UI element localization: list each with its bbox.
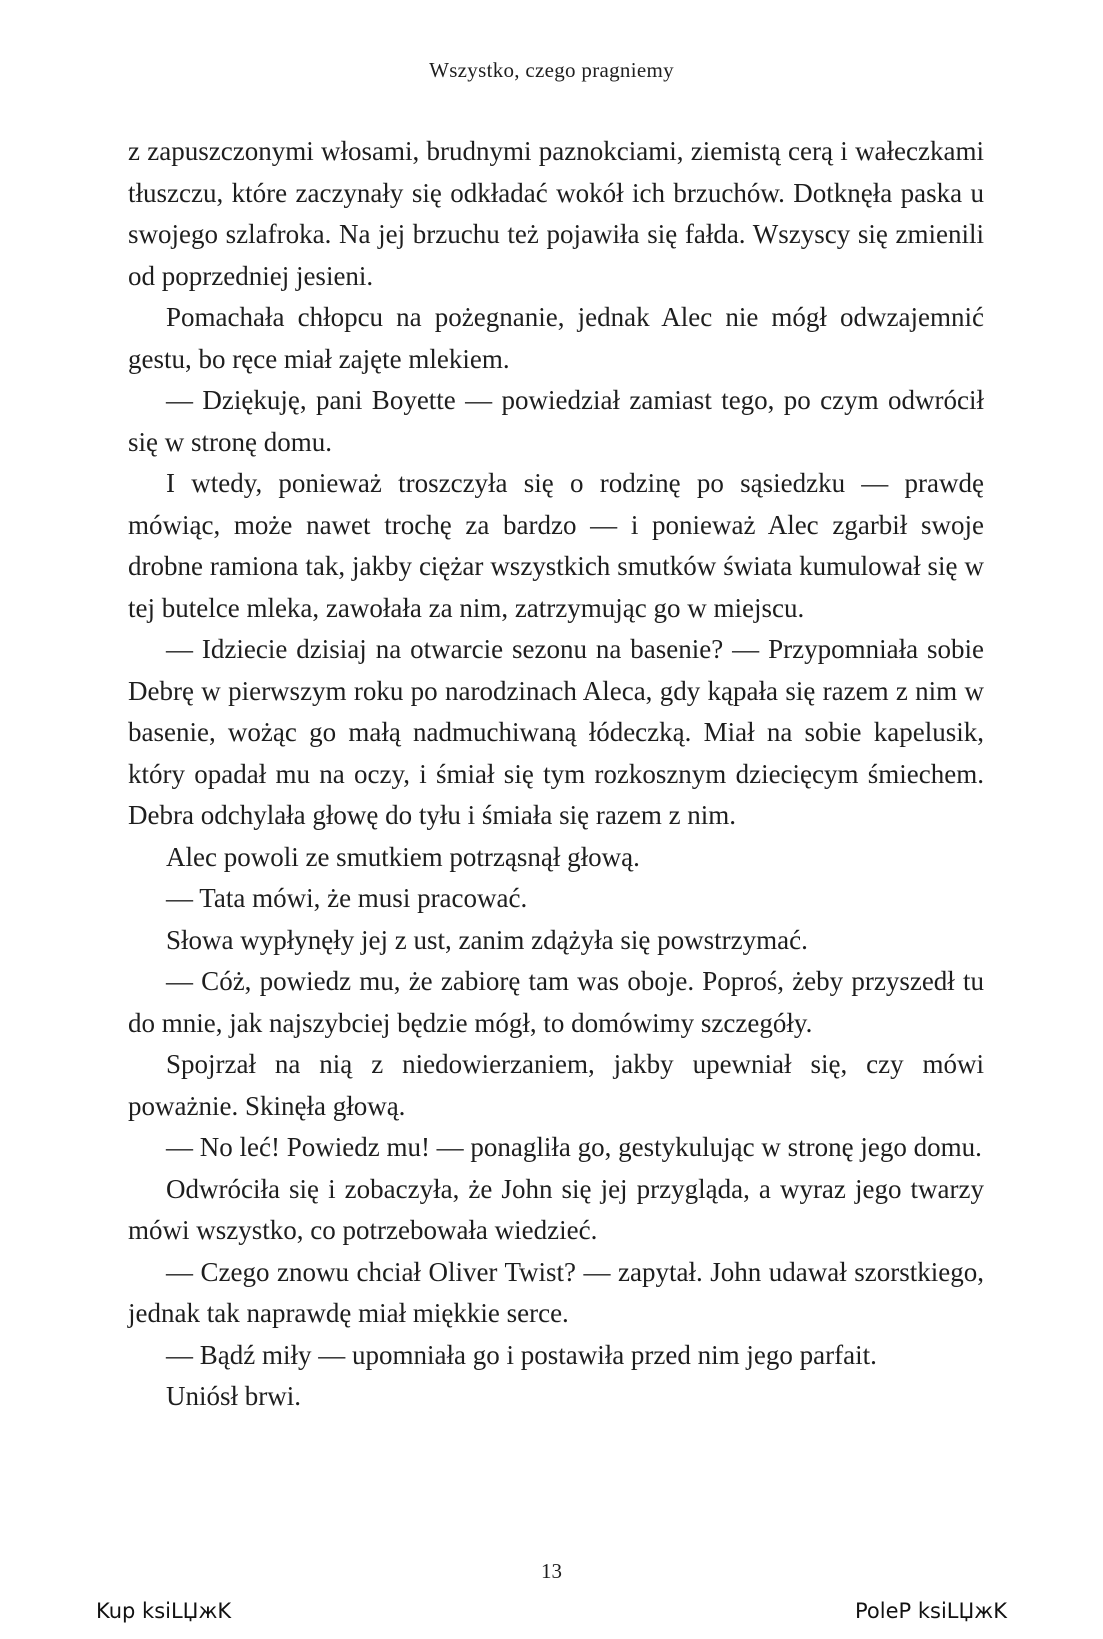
page-number: 13 bbox=[541, 1559, 562, 1583]
body-text bbox=[128, 131, 984, 1418]
paragraph: — Idziecie dzisiaj na otwarcie sezonu na basenie? — Przypomniała sobie Debrę w pierwszym roku po narodzinach Aleca, gdy kąpała się razem z nim w basenie, wożąc go małą nadmuchiwaną łódeczką. Miał na sobie kapelusik, który opadał mu na oczy, i śmiał się tym rozkosznym dziecięcym śmiechem. Debra odchylała głowę do tyłu i śmiała się razem z nim. bbox=[128, 634, 984, 830]
paragraph: Alec powoli ze smutkiem potrząsnął głową. bbox=[166, 841, 640, 872]
paragraph: I wtedy, ponieważ troszczyła się o rodzinę po sąsiedzku — prawdę mówiąc, może nawet trochę za bardzo — i ponieważ Alec zgarbił swoje drobne ramiona tak, jakby ciężar wszystkich smutków świata kumulował się w tej butelce mleka, zawołała za nim, zatrzymując go w miejscu. bbox=[128, 468, 984, 623]
paragraph: Spojrzał na nią z niedowierzaniem, jakby upewniał się, czy mówi poważnie. Skinęła głową. bbox=[128, 1049, 984, 1121]
paragraph: — Czego znowu chciał Oliver Twist? — zapytał. John udawał szorstkiego, jednak tak naprawdę miał miękkie serce. bbox=[128, 1256, 984, 1328]
paragraph: Pomachała chłopcu na pożegnanie, jednak Alec nie mógł odwzajemnić gestu, bo ręce miał zajęte mlekiem. bbox=[128, 302, 984, 374]
paragraph: z zapuszczonymi włosami, brudnymi paznokciami, ziemistą cerą i wałeczkami tłuszczu, które zaczynały się odkładać wokół ich brzuchów. Dotknęła paska u swojego szlafroka. Na jej brzuchu też pojawiła się fałda. Wszyscy się zmienili od poprzedniej jesieni. bbox=[128, 136, 984, 291]
recommend-book-link[interactable]: PoleP ksiLЏжK bbox=[855, 1599, 1007, 1623]
paragraph: — Cóż, powiedz mu, że zabiorę tam was oboje. Poproś, żeby przyszedł tu do mnie, jak najszybciej będzie mógł, to domówimy szczegóły. bbox=[128, 966, 984, 1038]
paragraph: — Bądź miły — upomniała go i postawiła przed nim jego parfait. bbox=[166, 1339, 877, 1370]
buy-book-link[interactable]: Kup ksiLЏжK bbox=[96, 1599, 232, 1623]
paragraph: — No leć! Powiedz mu! — ponagliła go, gestykulując w stronę jego domu. bbox=[166, 1132, 982, 1162]
paragraph: — Tata mówi, że musi pracować. bbox=[166, 883, 528, 913]
paragraph: Odwróciła się i zobaczyła, że John się jej przygląda, a wyraz jego twarzy mówi wszystko, co potrzebowała wiedzieć. bbox=[128, 1173, 984, 1245]
running-header: Wszystko, czego pragniemy bbox=[429, 58, 674, 82]
paragraph: Uniósł brwi. bbox=[166, 1381, 301, 1411]
paragraph: Słowa wypłynęły jej z ust, zanim zdążyła się powstrzymać. bbox=[166, 924, 808, 955]
paragraph: — Dziękuję, pani Boyette — powiedział zamiast tego, po czym odwrócił się w stronę domu. bbox=[128, 385, 984, 457]
